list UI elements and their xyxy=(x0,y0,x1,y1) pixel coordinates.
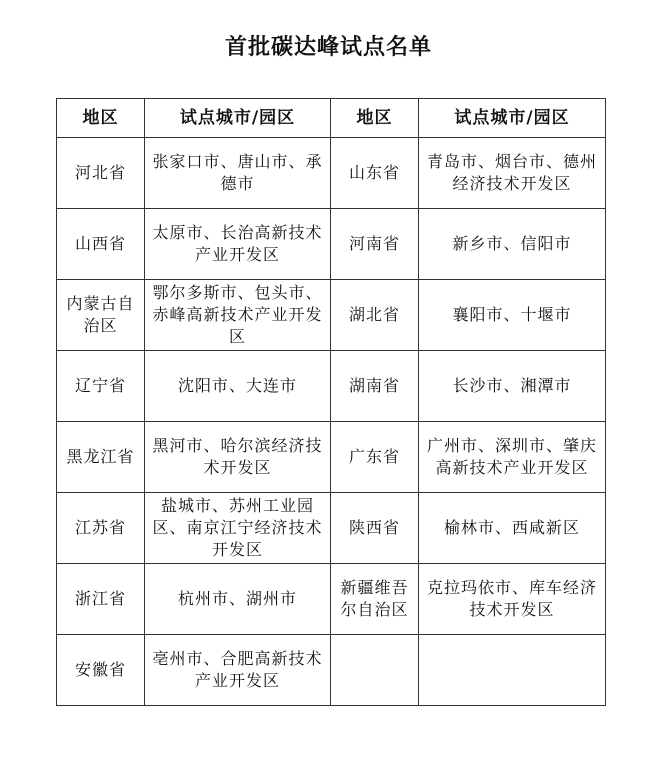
pilot-list-table xyxy=(56,98,606,706)
region-cell: 河南省 xyxy=(331,209,419,280)
region-cell: 内蒙古自治区 xyxy=(57,280,145,351)
city-cell: 克拉玛依市、库车经济技术开发区 xyxy=(419,564,606,635)
city-cell: 鄂尔多斯市、包头市、赤峰高新技术产业开发区 xyxy=(145,280,331,351)
region-cell: 山东省 xyxy=(331,138,419,209)
page-title: 首批碳达峰试点名单 xyxy=(224,35,432,60)
region-cell: 浙江省 xyxy=(57,564,145,635)
region-cell: 江苏省 xyxy=(57,493,145,564)
city-cell: 沈阳市、大连市 xyxy=(145,351,331,422)
header-city-right: 试点城市/园区 xyxy=(419,99,606,138)
table-row xyxy=(57,635,606,706)
city-cell-empty xyxy=(419,635,606,706)
city-cell: 亳州市、合肥高新技术产业开发区 xyxy=(145,635,331,706)
city-cell: 盐城市、苏州工业园区、南京江宁经济技术开发区 xyxy=(145,493,331,564)
table-row xyxy=(57,564,606,635)
region-cell: 湖北省 xyxy=(331,280,419,351)
table-row xyxy=(57,422,606,493)
table-row xyxy=(57,280,606,351)
table-header-row xyxy=(57,99,606,138)
city-cell: 襄阳市、十堰市 xyxy=(419,280,606,351)
region-cell-empty xyxy=(331,635,419,706)
city-cell: 青岛市、烟台市、德州经济技术开发区 xyxy=(419,138,606,209)
table-row xyxy=(57,351,606,422)
city-cell: 杭州市、湖州市 xyxy=(145,564,331,635)
region-cell: 河北省 xyxy=(57,138,145,209)
table-row xyxy=(57,209,606,280)
region-cell: 辽宁省 xyxy=(57,351,145,422)
region-cell: 陕西省 xyxy=(331,493,419,564)
city-cell: 新乡市、信阳市 xyxy=(419,209,606,280)
city-cell: 榆林市、西咸新区 xyxy=(419,493,606,564)
city-cell: 黑河市、哈尔滨经济技术开发区 xyxy=(145,422,331,493)
table-row xyxy=(57,138,606,209)
city-cell: 广州市、深圳市、肇庆高新技术产业开发区 xyxy=(419,422,606,493)
city-cell: 长沙市、湘潭市 xyxy=(419,351,606,422)
region-cell: 黑龙江省 xyxy=(57,422,145,493)
header-city-left: 试点城市/园区 xyxy=(145,99,331,138)
region-cell: 新疆维吾尔自治区 xyxy=(331,564,419,635)
header-region-left: 地区 xyxy=(57,99,145,138)
region-cell: 山西省 xyxy=(57,209,145,280)
city-cell: 张家口市、唐山市、承德市 xyxy=(145,138,331,209)
region-cell: 安徽省 xyxy=(57,635,145,706)
city-cell: 太原市、长治高新技术产业开发区 xyxy=(145,209,331,280)
table-row xyxy=(57,493,606,564)
header-region-right: 地区 xyxy=(331,99,419,138)
region-cell: 湖南省 xyxy=(331,351,419,422)
region-cell: 广东省 xyxy=(331,422,419,493)
